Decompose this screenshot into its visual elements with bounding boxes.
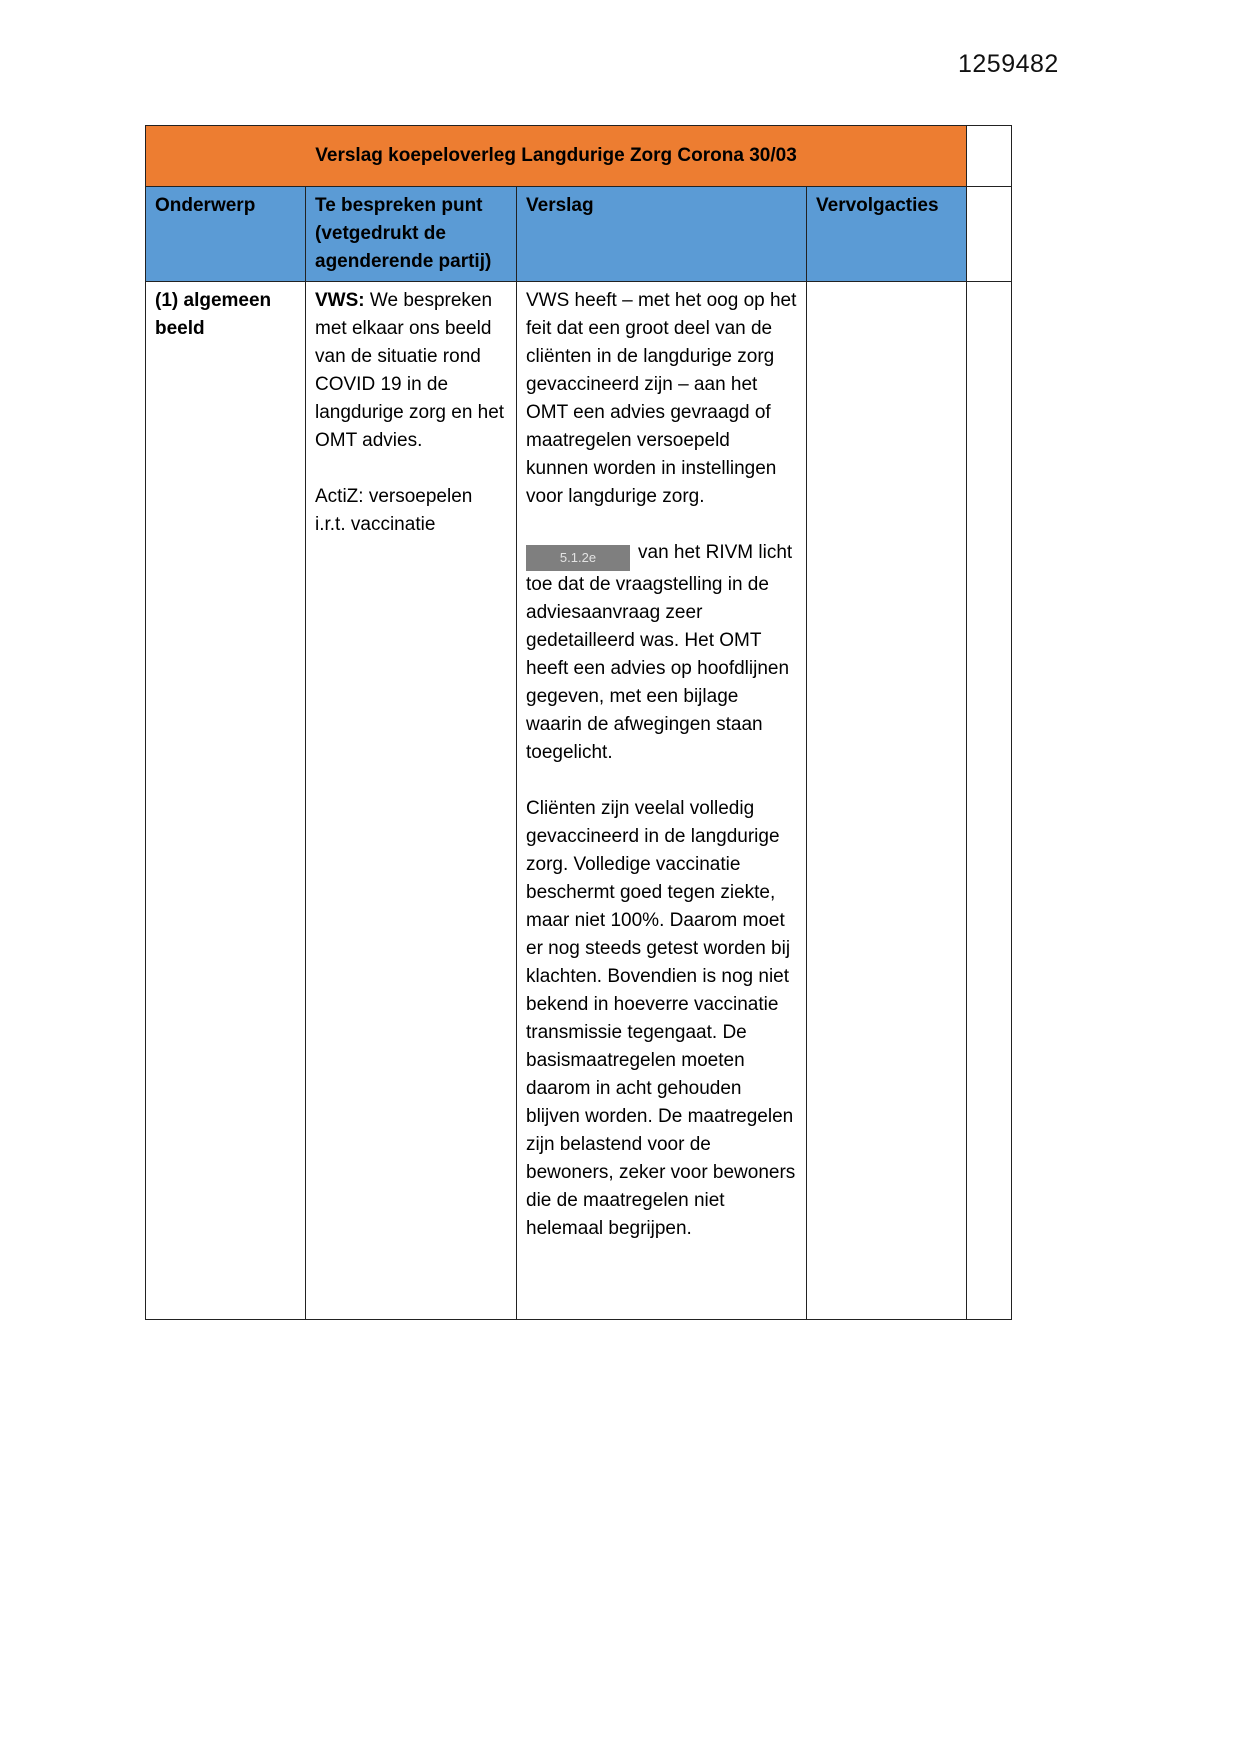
- cell-vervolgacties: [807, 282, 967, 1320]
- cell-onderwerp: [146, 282, 306, 1320]
- column-header-vervolgacties: Vervolgacties: [807, 187, 967, 282]
- onderwerp-text: (1) algemeen beeld: [155, 290, 272, 339]
- punt-paragraph-1: [315, 287, 507, 455]
- title-row: [146, 126, 1012, 187]
- meeting-notes-table: [145, 125, 1012, 1320]
- punt-paragraph-1-text: We bespreken met elkaar ons beeld van de situatie rond COVID 19 in de langdurige zorg en het OMT advies.: [315, 290, 505, 451]
- redaction-box: 5.1.2e: [526, 545, 630, 571]
- punt-paragraph-2: ActiZ: versoepelen i.r.t. vaccinatie: [315, 486, 473, 535]
- table-row: [146, 282, 1012, 1320]
- column-header-te-bespreken-punt: Te bespreken punt (vetgedrukt de agenderende partij): [306, 187, 517, 282]
- punt-paragraph-1-lead: VWS:: [315, 290, 365, 311]
- header-row: [146, 187, 1012, 282]
- table-title: Verslag koepeloverleg Langdurige Zorg Corona 30/03: [146, 126, 967, 187]
- verslag-paragraph-2: [526, 539, 797, 767]
- column-header-verslag: Verslag: [517, 187, 807, 282]
- spacer-cell: [967, 126, 1012, 187]
- cell-verslag: [517, 282, 807, 1320]
- doc-number: 1259482: [958, 50, 1059, 78]
- verslag-paragraph-1: VWS heeft – met het oog op het feit dat een groot deel van de cliënten in de langdurige zorg gevaccineerd zijn – aan het OMT een advies gevraagd of maatregelen versoepeld kunnen worden in instellingen voor langdurige zorg.: [526, 290, 797, 507]
- column-header-onderwerp: Onderwerp: [146, 187, 306, 282]
- spacer-cell: [967, 282, 1012, 1320]
- cell-te-bespreken-punt: [306, 282, 517, 1320]
- verslag-paragraph-3: Cliënten zijn veelal volledig gevaccineerd in de langdurige zorg. Volledige vaccinatie beschermt goed tegen ziekte, maar niet 100%. Daarom moet er nog steeds getest worden bij klachten. Bovendien is nog niet bekend in hoeverre vaccinatie transmissie tegengaat. De basismaatregelen moeten daarom in acht gehouden blijven worden. De maatregelen zijn belastend voor de bewoners, zeker voor bewoners die de maatregelen niet helemaal begrijpen.: [526, 798, 796, 1239]
- spacer-cell: [967, 187, 1012, 282]
- verslag-paragraph-2-text: van het RIVM licht toe dat de vraagstelling in de adviesaanvraag zeer gedetailleerd was. Het OMT heeft een advies op hoofdlijnen gegeven, met een bijlage waarin de afwegingen staan toegelicht.: [526, 542, 793, 763]
